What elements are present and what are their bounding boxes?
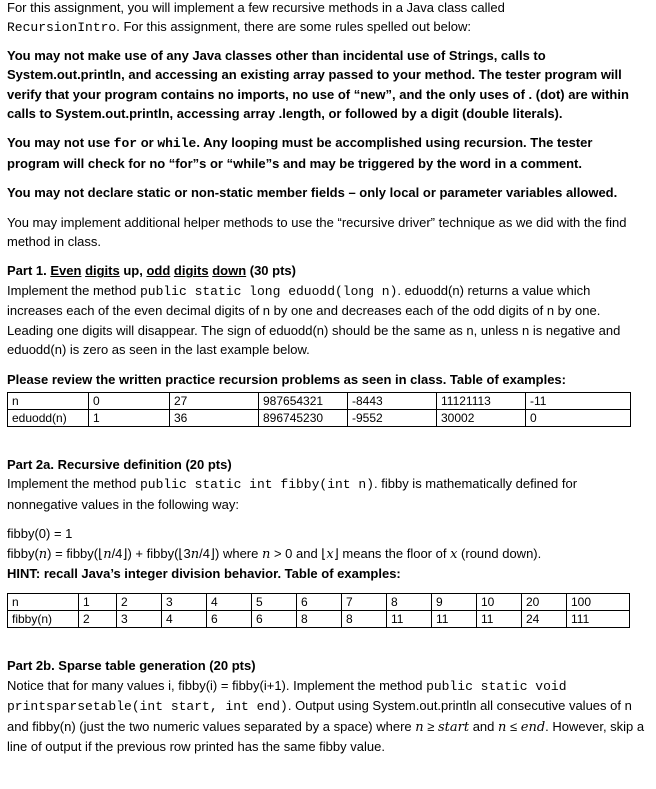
table-cell: 6 (207, 611, 252, 628)
table-cell: n (8, 392, 89, 409)
fibby-base-case: fibby(0) = 1 (7, 526, 73, 542)
table-cell: 2 (117, 594, 162, 611)
table-cell: 36 (170, 409, 259, 426)
math-var: x (326, 546, 334, 562)
part2a-body-b: . fibby is mathematically defined for nonnegative values in the following way: (7, 476, 578, 512)
table-cell: 5 (252, 594, 297, 611)
table-cell: 111 (567, 611, 630, 628)
part1-heading-down: down (212, 263, 247, 279)
part1-heading-digits: digits (85, 263, 120, 279)
math-var: n (103, 546, 112, 562)
math-var: n (261, 546, 271, 562)
part2a-hint: HINT: recall Java’s integer division behavior. Table of examples: (7, 565, 401, 581)
part1-heading-odd: odd (146, 263, 171, 279)
table-cell: 11 (432, 611, 477, 628)
table-cell: -9552 (348, 409, 437, 426)
def-text: > 0 and ⌊ (270, 545, 327, 561)
part2a-body (7, 474, 647, 514)
math-op: ≤ (506, 718, 521, 734)
assignment-document (7, 0, 647, 756)
def-text: fibby( (7, 545, 39, 561)
math-op: ≥ (423, 718, 438, 734)
table-cell: 6 (297, 594, 342, 611)
table-cell: 9 (432, 594, 477, 611)
part2a-body-a: Implement the method (7, 476, 140, 492)
table-cell: 896745230 (259, 409, 348, 426)
part1-body-a: Implement the method (7, 282, 140, 298)
printsparsetable-signature-b: printsparsetable(int start, int end) (7, 699, 288, 715)
part1-review: Please review the written practice recursion problems as seen in class. Table of examples: (7, 371, 566, 387)
def-text: /4⌋) where (199, 545, 262, 561)
table-cell: 11 (477, 611, 522, 628)
fibby-signature: public static int fibby(int n) (139, 477, 375, 493)
fibby-recursive-case (7, 544, 647, 564)
table-cell: 30002 (437, 409, 526, 426)
keyword-while: while (157, 136, 197, 152)
table-cell: -11 (526, 392, 631, 409)
part1-heading-up: up, (119, 263, 147, 279)
math-var: start (438, 719, 470, 735)
rule-no-java-classes: You may not make use of any Java classes other than incidental use of Strings, calls to System.out.println, and accessing an existing array passed to your method. The tester program will verify that your program contains no imports, no use of “new”, and the only uses of . (dot) are within calls to System.out.println, accessing array .length, or followed by a digit (double literals). (7, 47, 629, 122)
part2a-heading: Part 2a. Recursive definition (20 pts) (7, 456, 232, 472)
math-var: n (38, 546, 48, 562)
rule-no-loops-c: . Any looping must be accomplished using recursion. The tester program will check for no “for”s or “while”s and may be triggered by the word in a comment. (7, 135, 593, 171)
keyword-for: for (113, 136, 138, 152)
table-cell: 8 (342, 611, 387, 628)
def-text: (round down). (457, 545, 542, 561)
table-cell: 2 (79, 611, 117, 628)
eduodd-examples-table (7, 392, 631, 427)
math-var: end (520, 719, 546, 735)
part2b-body (7, 676, 647, 757)
part2b-heading: Part 2b. Sparse table generation (20 pts) (7, 658, 256, 674)
table-cell: eduodd(n) (8, 409, 89, 426)
def-text: /4⌋) + fibby(⌊3 (111, 545, 191, 561)
table-cell: 0 (526, 409, 631, 426)
table-cell: 4 (207, 594, 252, 611)
def-text: ⌋ means the floor of (333, 545, 451, 561)
table-row (8, 392, 631, 409)
math-var: x (450, 546, 458, 562)
rule-no-loops-b: or (137, 135, 158, 151)
table-cell: 6 (252, 611, 297, 628)
table-row (8, 611, 630, 628)
rule-no-loops (7, 133, 647, 173)
table-cell: -8443 (348, 392, 437, 409)
part2b-body-a: Notice that for many values i, fibby(i) = fibby(i+1). Implement the method (7, 677, 427, 693)
part1-heading-even: Even (50, 263, 82, 279)
fibby-examples-table (7, 593, 630, 628)
table-cell: fibby(n) (8, 611, 79, 628)
part1-heading-prefix: Part 1. (7, 263, 51, 279)
printsparsetable-signature-a: public static void (426, 678, 567, 694)
def-text: and (469, 718, 499, 734)
table-cell: 20 (522, 594, 567, 611)
table-cell: 1 (89, 409, 170, 426)
math-var: n (415, 719, 424, 735)
table-cell: 11121113 (437, 392, 526, 409)
part2b-body-c: . However, skip a line of output if the previous row printed has the same fibby value. (7, 718, 645, 754)
eduodd-signature: public static long eduodd(long n) (139, 283, 398, 299)
table-row (8, 594, 630, 611)
table-cell: 24 (522, 611, 567, 628)
math-var: n (190, 546, 200, 562)
table-row (8, 409, 631, 426)
table-cell: 4 (162, 611, 207, 628)
intro-text: For this assignment, you will implement a few recursive methods in a Java class called (7, 0, 505, 15)
table-cell: 3 (162, 594, 207, 611)
part1-heading-points: (30 pts) (246, 263, 296, 279)
class-name: RecursionIntro (7, 20, 117, 36)
math-var: n (498, 719, 507, 735)
rule-helper-methods: You may implement additional helper methods to use the “recursive driver” technique as we did with the find method in class. (7, 214, 627, 250)
rule-no-fields: You may not declare static or non-static member fields – only local or parameter variables allowed. (7, 185, 618, 201)
table-cell: 0 (89, 392, 170, 409)
table-cell: 27 (170, 392, 259, 409)
table-cell: 1 (79, 594, 117, 611)
intro-paragraph (7, 0, 647, 38)
intro-text-cont: . For this assignment, there are some rules spelled out below: (116, 19, 472, 35)
table-cell: 100 (567, 594, 630, 611)
part2b-body-b: . Output using System.out.println all consecutive values of n and fibby(n) (just the two numeric values separated by a space) where (7, 698, 632, 734)
table-cell: 10 (477, 594, 522, 611)
table-cell: 987654321 (259, 392, 348, 409)
part1-body-b: . eduodd(n) returns a value which increases each of the even decimal digits of n by one and decreases each of the odd digits of n by one. Leading one digits will disappear. The sign of eduodd(n) should be the same as n, unless n is negative and eduodd(n) is zero as seen in the last example below. (7, 282, 621, 358)
rule-no-loops-a: You may not use (7, 135, 114, 151)
def-text: ) = fibby(⌊ (47, 545, 104, 561)
part1-body (7, 281, 647, 360)
table-cell: 8 (297, 611, 342, 628)
part1-heading-digits: digits (173, 263, 209, 279)
table-cell: 3 (117, 611, 162, 628)
table-cell: 8 (387, 594, 432, 611)
table-cell: n (8, 594, 79, 611)
table-cell: 11 (387, 611, 432, 628)
part1-heading (7, 261, 647, 280)
table-cell: 7 (342, 594, 387, 611)
